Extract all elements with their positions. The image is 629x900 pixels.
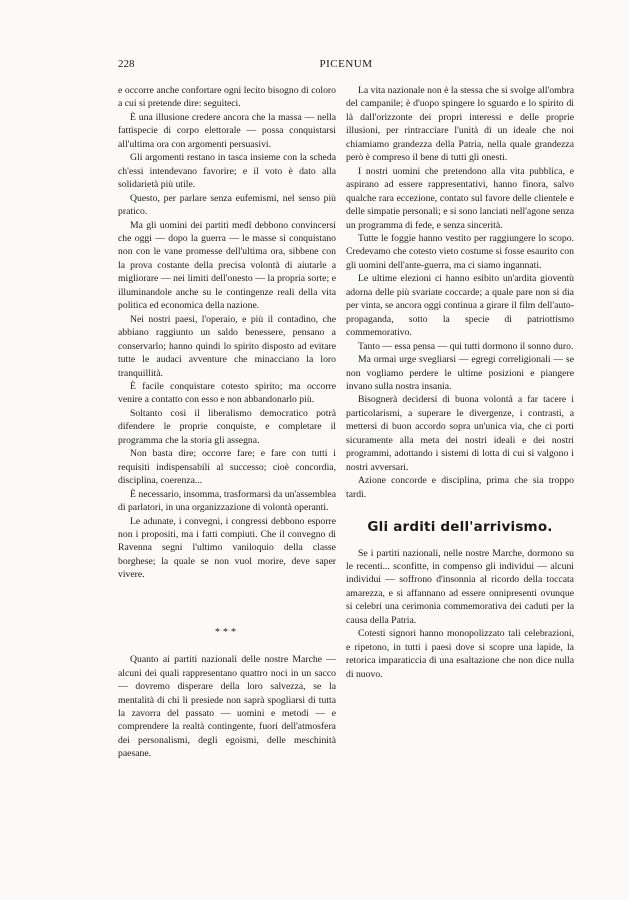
paragraph: Tutte le foggie hanno vestito per raggiungere lo scopo. Credevamo che cotesto vieto costume si fosse esaurito con gli uomini dell'ante-guerra, ma ci siamo ingannati. — [346, 232, 574, 271]
paragraph: e occorre anche confortare ogni lecito bisogno di coloro a cui si pretende dire: seguiteci. — [118, 85, 336, 110]
paragraph: I nostri uomini che pretendono alla vita pubblica, e aspirano ad essere rappresentativi, hanno finora, salvo qualche rara eccezione, contato sul favore delle clientele e delle simpatie personali; e si sono lanciati nell'agone senza un programma di fede, e senza sincerità. — [346, 165, 574, 231]
paragraph: Azione concorde e disciplina, prima che sia troppo tardi. — [346, 475, 574, 500]
paragraph: Se i partiti nazionali, nelle nostre Marche, dormono su le recenti... sconfitte, in compenso gli individui — alcuni individui — soffrono d'insonnia al ricordo della toccata amarezza, e si affannano ad essere onnipresenti ovunque si celebri una cerimonia commemorativa dei caduti per la causa della Patria. — [346, 547, 574, 626]
page-header — [118, 58, 574, 74]
paragraph: È facile conquistare cotesto spirito; ma occorre venire a contatto con esso e non abbandonarlo più. — [118, 380, 336, 406]
page-number: 228 — [118, 58, 135, 70]
section-separator: *** — [215, 626, 239, 638]
paragraph: Nei nostri paesi, l'operaio, e più il contadino, che abbiano raggiunto un saldo benessere, pensano a conservarlo; hanno quindi lo spirito disposto ad evitare tutte le audaci avventure che minacciano la loro tranquillità. — [118, 313, 336, 379]
paragraph: Bisognerà decidersi di buona volontà a far tacere i particolarismi, a superare le divergenze, i contrasti, a mettersi di buon accordo sopra un'unica via, che ci porti sicuramente alla meta dei nostri ideali e dei nostri programmi, adottando i sistemi di lotta di cui si valgono i nostri avversari. — [346, 394, 574, 473]
paragraph: Non basta dire; occorre fare; e fare con tutti i requisiti indispensabili al successo; cioè concordia, disciplina, coerenza... — [118, 448, 336, 487]
paragraph: Gli argomenti restano in tasca insieme con la scheda ch'essi intendevano favorire; e il voto è dato alla solidarietà più utile. — [118, 152, 336, 191]
paragraph: Le ultime elezioni ci hanno esibito un'ardita gioventù adorna delle più svariate coccarde; a quale pare non si dia per vinta, se ancora oggi continua a girare il film dell'auto-propaganda, sotto la specie di patriottismo commemorativo. — [346, 273, 574, 339]
paragraph: Ma gli uomini dei partiti medî debbono convincersi che oggi — dopo la guerra — le masse si conquistano non con le vane promesse dell'ultima ora, sibbene con la prova costante della precisa volontà di aiutarle a migliorare — nei limiti dell'onesto — la propria sorte; e illuminandole anche su le contingenze reali della vita politica ed economica della nazione. — [118, 219, 336, 312]
left-column — [118, 84, 336, 761]
paragraph: Questo, per parlare senza eufemismi, nel senso più pratico. — [118, 192, 336, 218]
paragraph: È una illusione credere ancora che la massa — nella fattispecie di corpo elettorale — possa conquistarsi all'ultima ora con argomenti persuasivi. — [118, 111, 336, 150]
paragraph: Soltanto così il liberalismo democratico potrà difendere le proprie conquiste, e completare il programma che la storia gli assegna. — [118, 407, 336, 446]
paragraph: La vita nazionale non è la stessa che si svolge all'ombra del campanile; è d'uopo spingere lo sguardo e lo spirito di là dall'orizzonte dei propri interessi e delle proprie illusioni, per rintracciare l'unità di un ideale che noi chiamiamo grandezza della Patria, nella quale grandezza però è compreso il bene di tutti gli onesti. — [346, 85, 574, 164]
running-title: PICENUM — [319, 58, 373, 70]
paragraph: Le adunate, i convegni, i congressi debbono esporre non i propositi, ma i fatti compiuti. Che il convegno di Ravenna segni l'ultimo vaniloquio della classe borghese; la quale se non vuol morire, deve saper vivere. — [118, 515, 336, 581]
paragraph: Ma ormai urge svegliarsi — egregi correligionali — se non vogliamo perdere le ultime posizioni e piangere invano sulla nostra insania. — [346, 354, 574, 392]
paragraph: Cotesti signori hanno monopolizzato tali celebrazioni, e ripetono, in tutti i paesi dove si scopre una lapide, la retorica imparaticcia di una esaltazione che non dice nulla di nuovo. — [346, 628, 574, 680]
paragraph: Quanto ai partiti nazionali delle nostre Marche — alcuni dei quali rappresentano quattro noci in un sacco — dovremo disperare della loro salvezza, se la mentalità di chi li presiede non saprà spogliarsi di tutta la zavorra del passato — uomini e metodi — e comprendere la realtà contingente, fuori dell'atmosfera dei personalismi, degli egoismi, delle meschinità paesane. — [118, 654, 336, 760]
paragraph: Tanto — essa pensa — qui tutti dormono il sonno duro. — [358, 340, 574, 352]
paragraph: È necessario, insomma, trasformarsi da un'assemblea di parlatori, in una organizzazione di volontà operanti. — [118, 488, 336, 514]
section-title: Gli arditi dell'arrivismo. — [367, 519, 553, 536]
right-column — [346, 84, 574, 681]
